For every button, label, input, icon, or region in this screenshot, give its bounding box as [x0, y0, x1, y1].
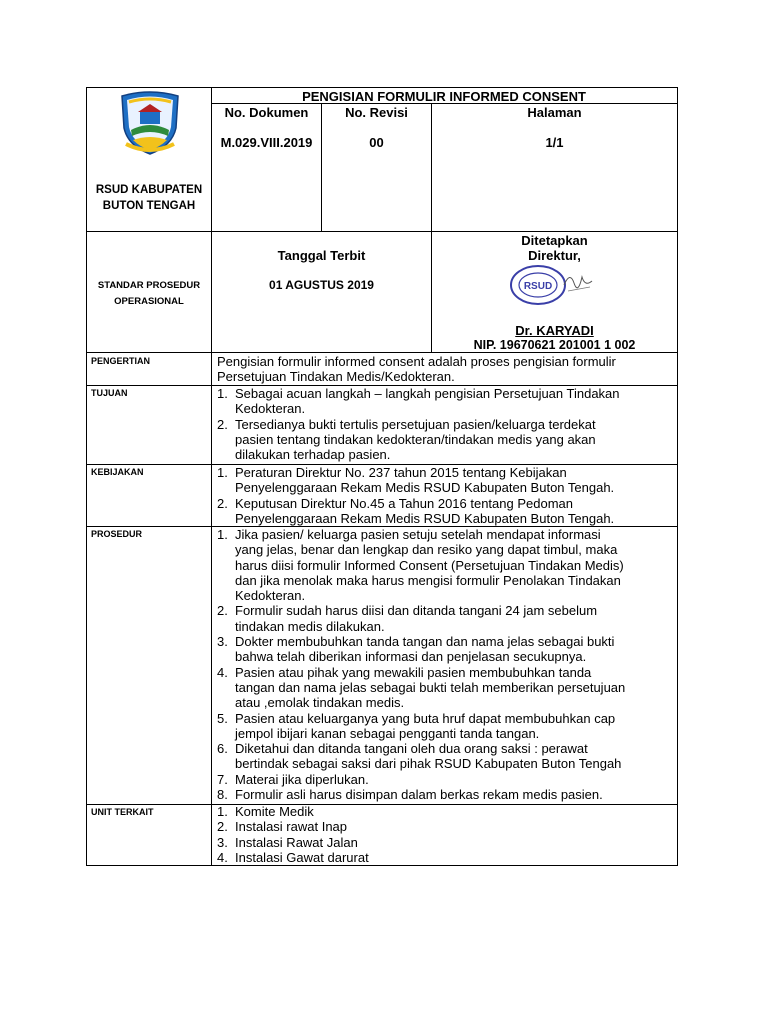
halaman-label: Halaman [527, 105, 582, 120]
pengertian-line: Pengisian formulir informed consent adalah proses pengisian formulir [217, 354, 616, 369]
director-name: Dr. KARYADI [515, 323, 594, 338]
direktur-label: Direktur, [528, 248, 581, 263]
list-item: 8. Formulir asli harus disimpan dalam berkas rekam medis pasien. [217, 787, 603, 803]
pengertian-label: PENGERTIAN [91, 356, 151, 366]
kebijakan-list [213, 465, 614, 526]
prosedur-label: PROSEDUR [91, 529, 143, 539]
list-item: 2. Formulir sudah harus diisi dan ditanda tangani 24 jam sebelum tindakan medis dilakukan. [217, 603, 598, 634]
rsud-official-stamp [508, 263, 596, 307]
tujuan-label: TUJUAN [91, 388, 128, 398]
pengertian-line: Persetujuan Tindakan Medis/Kedokteran. [217, 369, 455, 385]
list-item: 6. Diketahui dan ditanda tangani oleh dua orang saksi : perawat bertindak sebagai saksi dari pihak RSUD Kabupaten Buton Tengah [217, 741, 622, 772]
stamp-text: RSUD [523, 281, 553, 292]
kabupaten-logo-emblem [118, 90, 182, 156]
list-item: 7. Materai jika diperlukan. [217, 771, 369, 787]
director-nip: NIP. 19670621 201001 1 002 [473, 338, 636, 352]
no-revisi-value: 00 [369, 135, 384, 150]
ditetapkan-label: Ditetapkan [521, 233, 588, 248]
list-item: 1. Sebagai acuan langkah – langkah pengisian Persetujuan Tindakan Kedokteran. [217, 386, 620, 417]
prosedur-list [213, 527, 625, 802]
list-item: 4. Pasien atau pihak yang mewakili pasien membubuhkan tanda tangan dan nama jelas sebagai bukti telah memberikan persetujuan atau ,emolak tindakan medis. [217, 664, 626, 711]
pengertian-text [217, 354, 616, 385]
list-item: 1. Jika pasien/ keluarga pasien setuju setelah mendapat informasi yang jelas, benar dan lengkap dan resiko yang dapat timbul, maka harus diisi formulir Informed Consent (Persetujuan Tindakan Medis) dan jika menolak maka harus mengisi formulir Penolakan Tindakan Kedokteran. [217, 527, 624, 604]
halaman-value: 1/1 [545, 135, 564, 150]
no-dokumen-value: M.029.VIII.2019 [220, 135, 313, 150]
list-item: 3. Instalasi Rawat Jalan [217, 834, 358, 850]
hospital-name-line2: BUTON TENGAH [102, 200, 196, 212]
kebijakan-label: KEBIJAKAN [91, 467, 144, 477]
tanggal-terbit-value: 01 AGUSTUS 2019 [269, 278, 374, 292]
list-item: 1. Peraturan Direktur No. 237 tahun 2015 tentang Kebijakan Penyelenggaraan Rekam Medis RSUD Kabupaten Buton Tengah. [217, 465, 615, 496]
sop-label-line1: STANDAR PROSEDUR [97, 280, 201, 291]
list-item: 4. Instalasi Gawat darurat [217, 849, 369, 865]
sop-label-line2: OPERASIONAL [114, 296, 184, 307]
list-item: 2. Keputusan Direktur No.45 a Tahun 2016 tentang Pedoman Penyelenggaraan Rekam Medis RSUD Kabupaten Buton Tengah. [217, 495, 615, 526]
list-item: 3. Dokter membubuhkan tanda tangan dan nama jelas sebagai bukti bahwa telah diberikan informasi dan penjelasan secukupnya. [217, 634, 615, 665]
tanggal-terbit-label: Tanggal Terbit [277, 248, 366, 263]
document-title: PENGISIAN FORMULIR INFORMED CONSENT [302, 89, 586, 104]
tujuan-list [213, 386, 620, 462]
unit-terkait-list [213, 804, 369, 865]
list-item: 2. Instalasi rawat Inap [217, 819, 348, 835]
unit-terkait-label: UNIT TERKAIT [91, 807, 154, 817]
no-dokumen-label: No. Dokumen [224, 105, 309, 120]
list-item: 1. Komite Medik [217, 804, 314, 819]
no-revisi-label: No. Revisi [345, 105, 408, 120]
sop-document-table [86, 87, 678, 866]
hospital-name-line1: RSUD KABUPATEN [95, 184, 203, 196]
list-item: 5. Pasien atau keluarganya yang buta hruf dapat membubuhkan cap jempol ibijari kanan sebagai pengganti tanda tangan. [217, 710, 616, 741]
list-item: 2. Tersedianya bukti tertulis persetujuan pasien/keluarga terdekat pasien tentang tindakan kedokteran/tindakan medis yang akan dilakukan terhadap pasien. [217, 416, 596, 463]
